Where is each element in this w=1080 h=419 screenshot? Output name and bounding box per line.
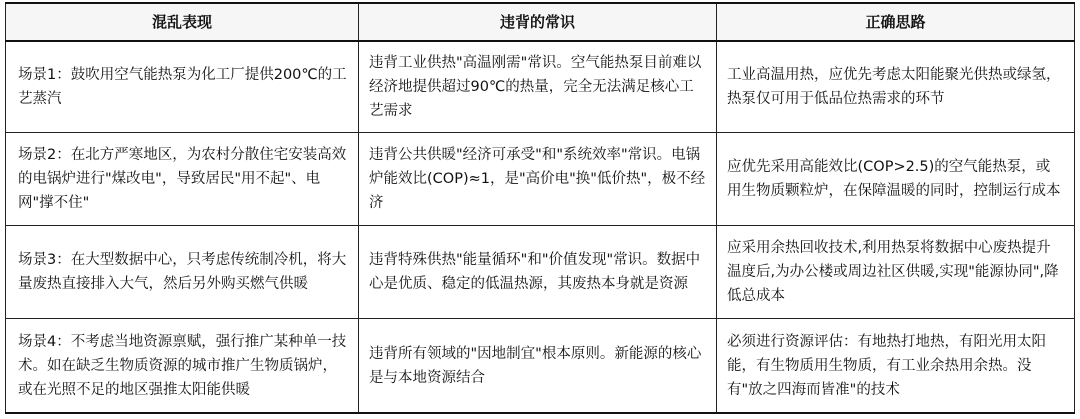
comparison-table-container xyxy=(5,2,1074,414)
scene-cell: 场景2：在北方严寒地区，为农村分散住宅安装高效的电锅炉进行"煤改电"，导致居民"用不起"、电网"撑不住" xyxy=(6,133,359,226)
table-row xyxy=(6,226,1075,319)
solution-cell: 工业高温用热，应优先考虑太阳能聚光供热或绿氢，热泵仅可用于低品位热需求的环节 xyxy=(717,41,1075,133)
comparison-table xyxy=(5,2,1075,414)
table-row xyxy=(6,319,1075,414)
solution-cell: 必须进行资源评估：有地热打地热，有阳光用太阳能，有生物质用生物质，有工业余热用余热。没有"放之四海而皆准"的技术 xyxy=(717,319,1075,414)
scene-cell: 场景4：不考虑当地资源禀赋，强行推广某种单一技术。如在缺乏生物质资源的城市推广生物质锅炉，或在光照不足的地区强推太阳能供暖 xyxy=(6,319,359,414)
header-chaos: 混乱表现 xyxy=(6,3,359,41)
violation-cell: 违背工业供热"高温刚需"常识。空气能热泵目前难以经济地提供超过90℃的热量，完全无法满足核心工艺需求 xyxy=(359,41,717,133)
header-solution: 正确思路 xyxy=(717,3,1075,41)
solution-cell: 应优先采用高能效比(COP>2.5)的空气能热泵，或用生物质颗粒炉，在保障温暖的同时，控制运行成本 xyxy=(717,133,1075,226)
violation-cell: 违背所有领域的"因地制宜"根本原则。新能源的核心是与本地资源结合 xyxy=(359,319,717,414)
table-header-row xyxy=(6,3,1075,41)
header-violation: 违背的常识 xyxy=(359,3,717,41)
violation-cell: 违背特殊供热"能量循环"和"价值发现"常识。数据中心是优质、稳定的低温热源，其废热本身就是资源 xyxy=(359,226,717,319)
solution-cell: 应采用余热回收技术,利用热泵将数据中心废热提升温度后,为办公楼或周边社区供暖,实现"能源协同",降低总成本 xyxy=(717,226,1075,319)
table-row xyxy=(6,133,1075,226)
table-row xyxy=(6,41,1075,133)
scene-cell: 场景3：在大型数据中心，只考虑传统制冷机，将大量废热直接排入大气，然后另外购买燃气供暖 xyxy=(6,226,359,319)
scene-cell: 场景1：鼓吹用空气能热泵为化工厂提供200℃的工艺蒸汽 xyxy=(6,41,359,133)
violation-cell: 违背公共供暖"经济可承受"和"系统效率"常识。电锅炉能效比(COP)≈1，是"高价电"换"低价热"，极不经济 xyxy=(359,133,717,226)
